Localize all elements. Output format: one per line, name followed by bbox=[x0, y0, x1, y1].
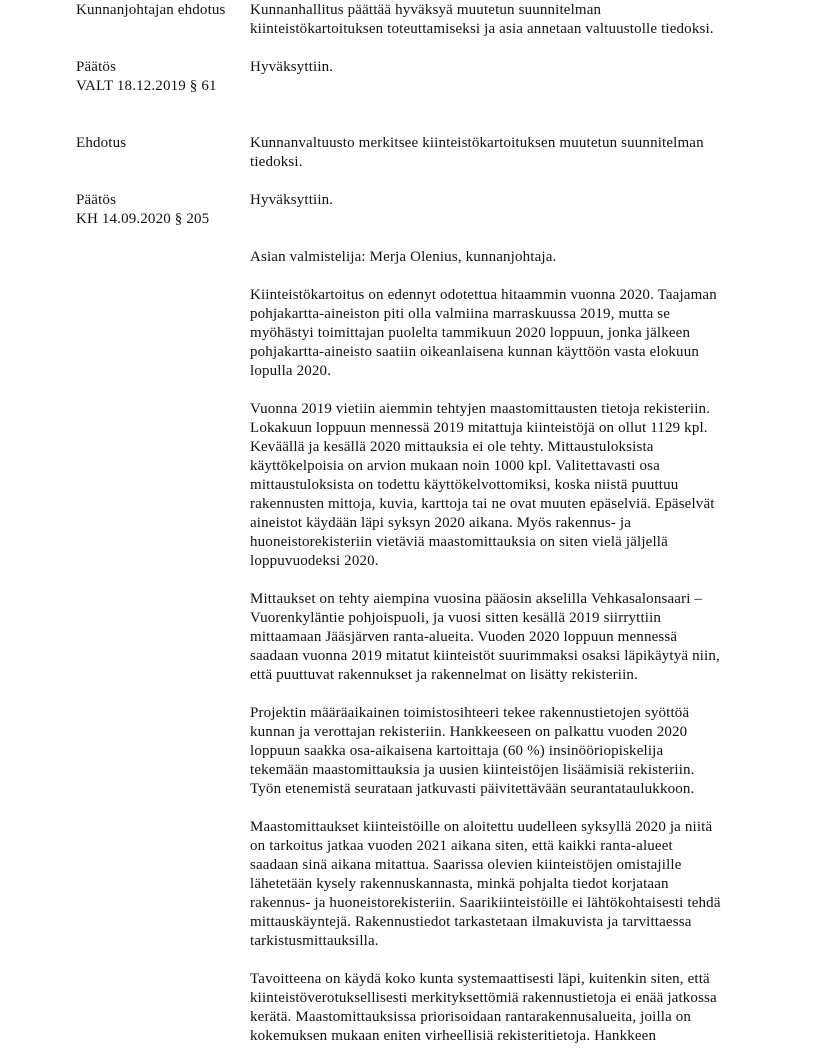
body-paragraph: Kiinteistökartoitus on edennyt odotettua hitaammin vuonna 2020. Taajaman pohjakartta-aineiston piti olla valmiina marraskuussa 2019, mutta se myöhästyi toimittajan puolelta tammikuun 2020 loppuun, jonka jälkeen pohjakartta-aineisto saatiin oikeanlaisena kunnan käyttöön vasta elokuun lopulla 2020. bbox=[250, 287, 717, 379]
body-paragraph: Projektin määräaikainen toimistosihteeri tekee rakennustietojen syöttöä kunnan ja verottajan rekisteriin. Hankkeeseen on palkattu vuoden 2020 loppuun saakka osa-aikaisena kartoittaja (60 %) insinööriopiskelija tekemään maastomittauksia ja uusien kiinteistöjen lisäämisiä rekisteriin. Työn etenemistä seurataan jatkuvasti päivitettävään seurantataulukkoon. bbox=[250, 705, 695, 797]
preparer-line: Asian valmistelija: Merja Olenius, kunnanjohtaja. bbox=[250, 249, 557, 265]
section-label-paatos-kh: Päätös KH 14.09.2020 § 205 bbox=[76, 192, 210, 227]
section-text-kunnanjohtajan-ehdotus: Kunnanhallitus päättää hyväksyä muutetun suunnitelman kiinteistökartoituksen toteuttamiseksi ja asia annetaan valtuustolle tiedoksi. bbox=[250, 2, 714, 37]
section-label-paatos-valt: Päätös VALT 18.12.2019 § 61 bbox=[76, 59, 217, 94]
body-paragraph: Vuonna 2019 vietiin aiemmin tehtyjen maastomittausten tietoja rekisteriin. Lokakuun loppuun mennessä 2019 mitattuja kiinteistöjä on ollut 1129 kpl. Keväällä ja kesällä 2020 mittauksia ei ole tehty. Mittaustuloksista käyttökelpoisia on arvion mukaan noin 1000 kpl. Valitettavasti osa mittaustuloksista on todettu käyttökelvottomiksi, koska niistä puuttuu rakennusten mittoja, kuvia, karttoja tai ne ovat muuten epäselviä. Epäselvät aineistot käydään läpi syksyn 2020 aikana. Myös rakennus- ja huoneistorekisteriin vietäviä maastomittauksia on siten vielä jäljellä loppuvuodeksi 2020. bbox=[250, 401, 715, 569]
section-text-paatos-valt: Hyväksyttiin. bbox=[250, 59, 334, 75]
body-paragraph: Mittaukset on tehty aiempina vuosina pääosin akselilla Vehkasalonsaari – Vuorenkyläntie pohjoispuoli, ja vuosi sitten kesällä 2019 siirryttiin mittaamaan Jääsjärven ranta-alueita. Vuoden 2020 loppuun mennessä saadaan vuonna 2019 mitatut kiinteistöt suurimmaksi osaksi läpikäytyä niin, että puuttuvat rakennukset ja rakennelmat on lisätty rekisteriin. bbox=[250, 591, 720, 683]
body-paragraph: Tavoitteena on käydä koko kunta systemaattisesti läpi, kuitenkin siten, että kiinteistöverotuksellisesti merkityksettömiä rakennustietoja ei enää jatkossa kerätä. Maastomittauksissa priorisoidaan rantarakennusalueita, joilla on kokemuksen mukaan eniten virheellisiä rekisteritietoja. Hankkeen bbox=[250, 971, 717, 1044]
body-paragraph: Maastomittaukset kiinteistöille on aloitettu uudelleen syksyllä 2020 ja niitä on tarkoitus jatkaa vuoden 2021 aikana siten, että kaikki ranta-alueet saadaan sinä aikana mitattua. Saarissa olevien kiinteistöjen omistajille lähetetään kysely rakennuskannasta, minkä pohjalta tiedot korjataan rakennus- ja huoneistorekisteriin. Saarikiinteistöille ei lähtökohtaisesti tehdä mittauskäyntejä. Rakennustiedot tarkastetaan ilmakuvista ja tarvittaessa tarkistusmittauksilla. bbox=[250, 819, 721, 949]
section-text-paatos-kh: Hyväksyttiin. bbox=[250, 192, 334, 208]
section-label-kunnanjohtajan-ehdotus: Kunnanjohtajan ehdotus bbox=[76, 2, 226, 18]
section-label-ehdotus: Ehdotus bbox=[76, 135, 127, 151]
section-text-ehdotus: Kunnanvaltuusto merkitsee kiinteistökartoituksen muutetun suunnitelman tiedoksi. bbox=[250, 135, 704, 170]
